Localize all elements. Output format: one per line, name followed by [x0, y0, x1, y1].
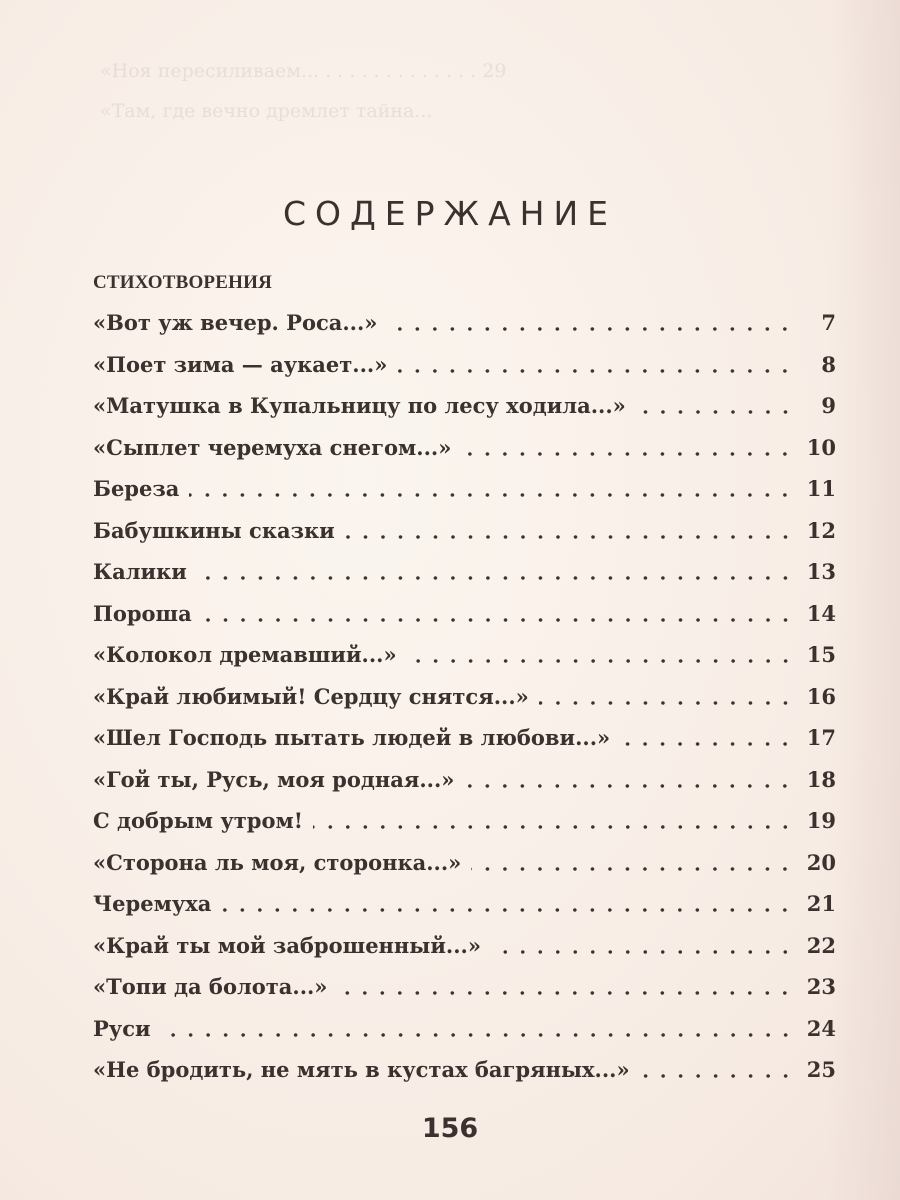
toc-entry-title: Береза	[93, 476, 180, 501]
toc-entry[interactable]	[93, 1055, 836, 1097]
dot-leader	[491, 933, 794, 955]
dot-leader	[620, 725, 794, 747]
dot-leader	[397, 352, 794, 374]
dot-leader	[189, 476, 794, 498]
toc-entry[interactable]	[93, 972, 836, 1014]
toc-entry-page: 18	[806, 766, 836, 792]
dot-leader	[464, 767, 794, 789]
toc-entry[interactable]	[93, 557, 836, 599]
toc-entry-page: 23	[806, 974, 836, 999]
toc-entry-page: 20	[806, 849, 836, 875]
dot-leader	[337, 974, 794, 996]
dot-leader	[313, 808, 794, 830]
toc-entry-page: 25	[806, 1057, 836, 1082]
toc-entry[interactable]	[93, 682, 836, 724]
page-title: СОДЕРЖАНИЕ	[282, 194, 618, 234]
toc-entry-title: «Поет зима — аукает...»	[93, 351, 388, 377]
dot-leader	[539, 684, 794, 706]
toc-entry-title: «Колокол дремавший...»	[93, 642, 397, 667]
toc-entry-page: 12	[806, 517, 836, 543]
toc-entry-page: 8	[821, 351, 836, 377]
toc-entry[interactable]	[93, 516, 836, 558]
dot-leader	[202, 601, 794, 623]
bleed-through-text: «Там, где вечно дремлет тайна...	[100, 100, 433, 122]
dot-leader	[640, 1057, 794, 1079]
toc-entry[interactable]	[93, 806, 836, 848]
toc-entry-title: «Вот уж вечер. Роса...»	[93, 310, 378, 335]
toc-entry-title: Черемуха	[93, 891, 212, 916]
toc-entry-page: 14	[806, 600, 836, 626]
dot-leader	[407, 642, 794, 664]
toc-entry-page: 17	[806, 725, 836, 750]
toc-entry-title: «Шел Господь пытать людей в любови...»	[93, 725, 611, 750]
toc-entry-page: 7	[821, 310, 836, 335]
toc-entry-title: «Сыплет черемуха снегом...»	[93, 434, 452, 460]
dot-leader	[636, 393, 794, 415]
toc-entry-title: С добрым утром!	[93, 808, 303, 833]
toc-entry[interactable]	[93, 848, 836, 890]
toc-entry-title: Руси	[93, 1015, 151, 1041]
toc-entry-page: 13	[806, 559, 836, 584]
dot-leader	[221, 891, 794, 913]
toc-entry-title: Пороша	[93, 600, 192, 626]
toc-entry-page: 21	[806, 891, 836, 916]
toc-entry-title: Калики	[93, 559, 187, 584]
toc-entry-page: 9	[821, 393, 836, 418]
toc-entry-title: «Топи да болота...»	[93, 974, 328, 999]
page-number: 156	[421, 1113, 479, 1144]
toc-entry-title: «Сторона ль моя, сторонка...»	[93, 849, 462, 875]
toc-entry-page: 11	[806, 476, 836, 501]
toc-entry-title: «Матушка в Купальницу по лесу ходила...»	[93, 393, 626, 418]
dot-leader	[387, 310, 794, 332]
toc-entry-title: «Край ты мой заброшенный...»	[93, 932, 481, 958]
toc-entry-page: 16	[806, 683, 836, 709]
toc-entry-page: 19	[806, 808, 836, 833]
toc-entry[interactable]	[93, 391, 836, 433]
toc-entry[interactable]	[93, 308, 836, 350]
toc-entry-title: «Гой ты, Русь, моя родная...»	[93, 766, 455, 792]
toc-entry-title: «Край любимый! Сердцу снятся...»	[93, 683, 529, 709]
toc-entry-page: 24	[806, 1015, 836, 1041]
dot-leader	[345, 518, 794, 540]
toc-entry[interactable]	[93, 640, 836, 682]
toc-entry[interactable]	[93, 1014, 836, 1056]
toc-entry-page: 10	[806, 434, 836, 460]
toc-entry-title: Бабушкины сказки	[93, 517, 335, 543]
toc-entry-page: 15	[806, 642, 836, 667]
dot-leader	[471, 850, 794, 872]
toc-entry[interactable]	[93, 599, 836, 641]
toc-entry[interactable]	[93, 723, 836, 765]
dot-leader	[197, 559, 794, 581]
toc-entry[interactable]	[93, 433, 836, 475]
dot-leader	[461, 435, 794, 457]
table-of-contents	[93, 308, 836, 1097]
dot-leader	[161, 1016, 794, 1038]
toc-entry[interactable]	[93, 765, 836, 807]
toc-entry-page: 22	[806, 932, 836, 958]
section-heading: СТИХОТВОРЕНИЯ	[93, 272, 272, 293]
toc-entry[interactable]	[93, 931, 836, 973]
toc-entry[interactable]	[93, 889, 836, 931]
toc-entry[interactable]	[93, 350, 836, 392]
toc-entry[interactable]	[93, 474, 836, 516]
bleed-through-text: «Ноя пересиливаем... . . . . . . . . . . . . . 29	[100, 60, 507, 82]
toc-entry-title: «Не бродить, не мять в кустах багряных...»	[93, 1057, 630, 1082]
